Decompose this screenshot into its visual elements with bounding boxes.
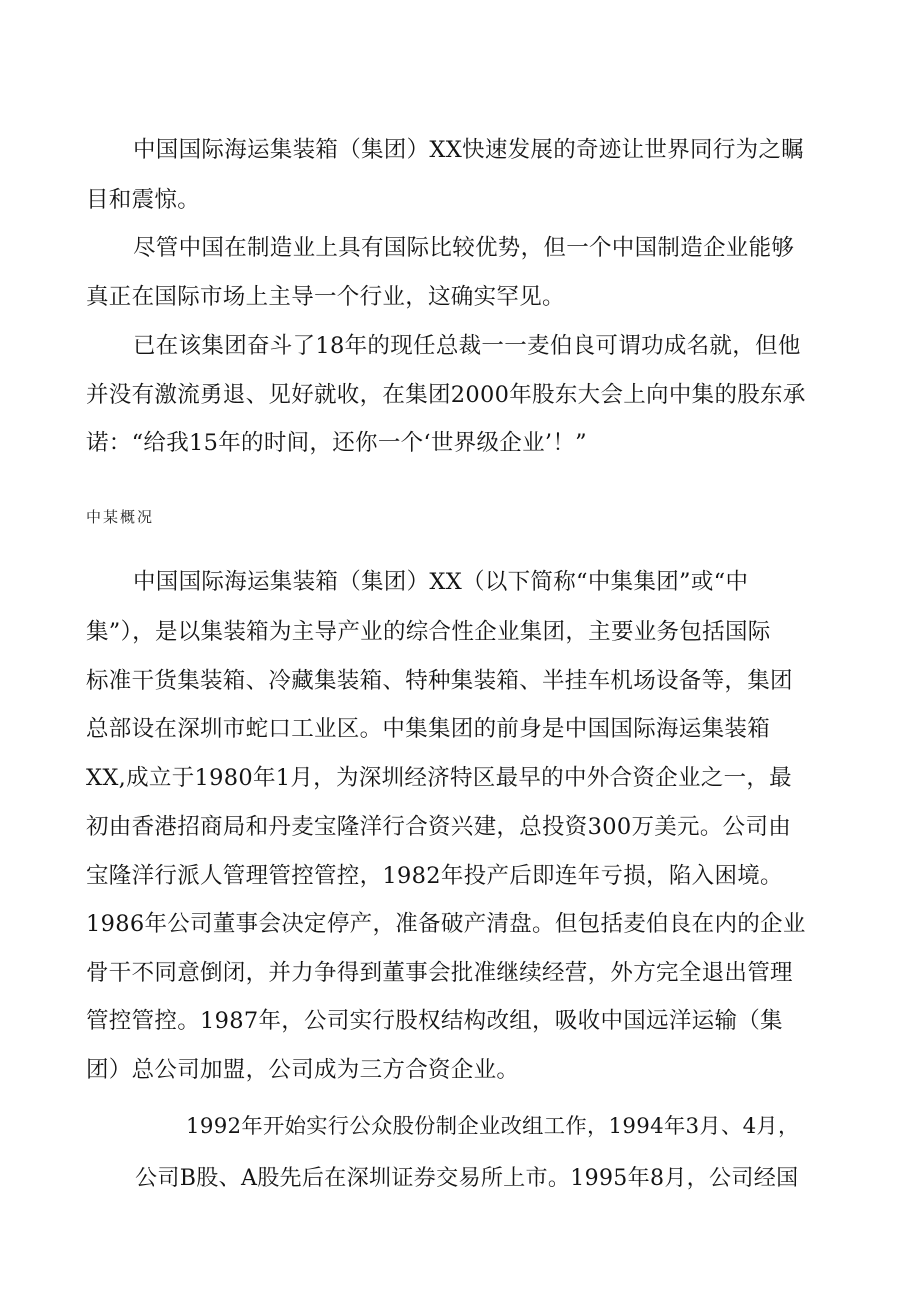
paragraph-5-line-1: 1992年开始实行公众股份制企业改组工作，1994年3月、4月， <box>186 1114 800 1139</box>
section-heading: 中某概况 <box>86 508 155 526</box>
paragraph-4-line-5: XX,成立于1980年1月，为深圳经济特区最早的中外合资企业之一，最 <box>86 765 792 791</box>
paragraph-2-line-1: 尽管中国在制造业上具有国际比较优势，但一个中国制造企业能够 <box>133 235 795 261</box>
paragraph-4-line-1: 中国国际海运集装箱（集团）XX（以下简称“中集集团”或“中 <box>133 569 749 595</box>
paragraph-4-line-8: 1986年公司董事会决定停产，准备破产清盘。但包括麦伯良在内的企业 <box>86 911 806 937</box>
paragraph-4-line-6: 初由香港招商局和丹麦宝隆洋行合资兴建，总投资300万美元。公司由 <box>86 814 792 840</box>
paragraph-3-line-2: 并没有激流勇退、见好就收，在集团2000年股东大会上向中集的股东承 <box>86 382 806 408</box>
paragraph-1-line-1: 中国国际海运集装箱（集团）XX快速发展的奇迹让世界同行为之瞩 <box>133 137 805 163</box>
paragraph-4-line-2: 集”），是以集装箱为主导产业的综合性企业集团，主要业务包括国际 <box>86 619 771 645</box>
paragraph-1-line-2: 目和震惊。 <box>86 187 201 213</box>
paragraph-3-line-1: 已在该集团奋斗了18年的现任总裁一一麦伯良可谓功成名就，但他 <box>133 333 801 359</box>
paragraph-4-line-3: 标准干货集装箱、冷藏集装箱、特种集装箱、半挂车机场设备等，集团 <box>86 668 793 694</box>
paragraph-2-line-2: 真正在国际市场上主导一个行业，这确实罕见。 <box>86 284 565 310</box>
paragraph-4-line-11: 团）总公司加盟，公司成为三方合资企业。 <box>86 1057 520 1083</box>
paragraph-5-line-2: 公司B股、A股先后在深圳证券交易所上市。1995年8月，公司经国 <box>135 1166 799 1191</box>
paragraph-4-line-7: 宝隆洋行派人管理管控管控，1982年投产后即连年亏损，陷入困境。 <box>86 863 783 889</box>
paragraph-4-line-10: 管控管控。1987年，公司实行股权结构改组，吸收中国远洋运输（集 <box>86 1008 783 1034</box>
paragraph-3-line-3: 诺：“给我15年的时间，还你一个‘世界级企业’！” <box>86 430 587 456</box>
paragraph-4-line-4: 总部设在深圳市蛇口工业区。中集集团的前身是中国国际海运集装箱 <box>86 716 771 742</box>
paragraph-4-line-9: 骨干不同意倒闭，并力争得到董事会批准继续经营，外方完全退出管理 <box>86 960 793 986</box>
